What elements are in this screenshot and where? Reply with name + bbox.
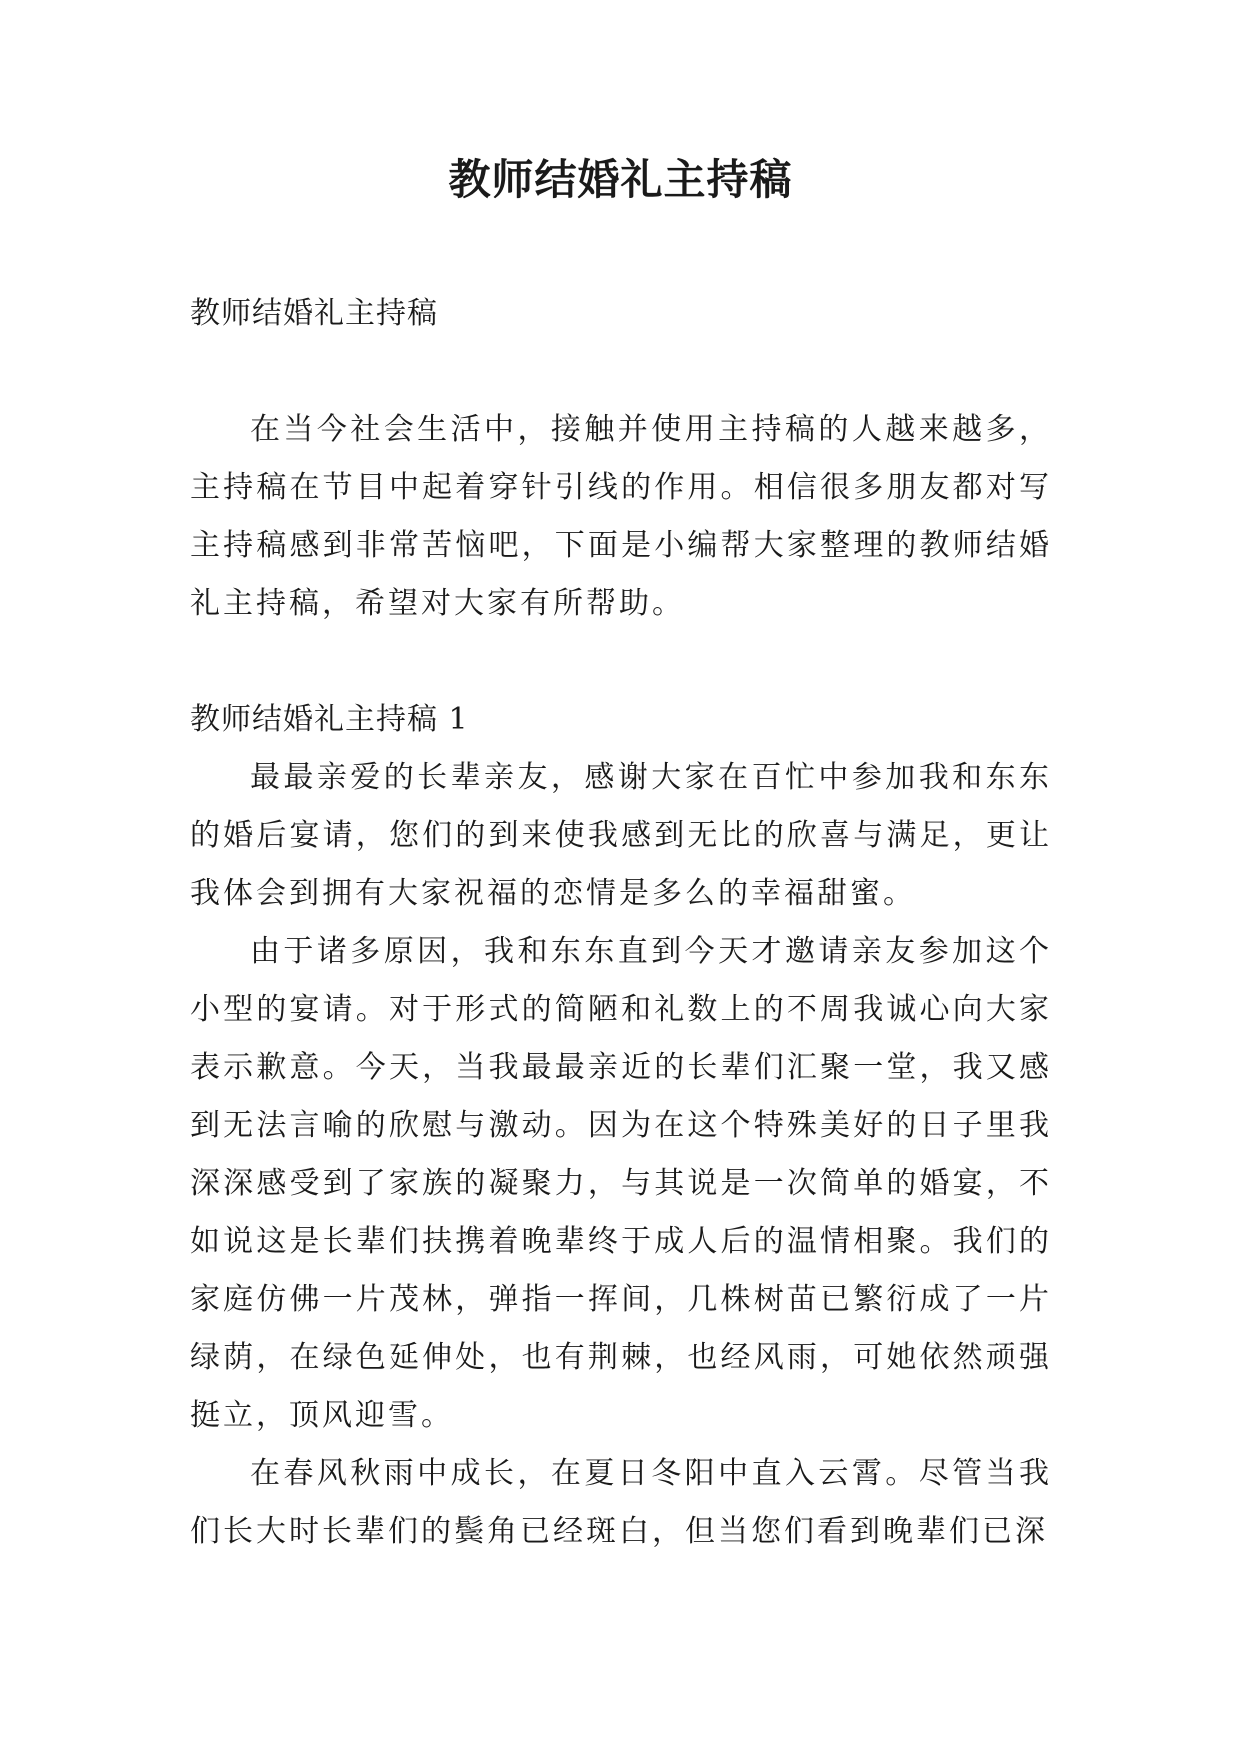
section-heading: 教师结婚礼主持稿 1	[190, 702, 469, 737]
document-subtitle: 教师结婚礼主持稿	[190, 296, 438, 331]
body-paragraph: 最最亲爱的长辈亲友，感谢大家在百忙中参加我和东东的婚后宴请，您们的到来使我感到无比的欣喜与满足，更让我体会到拥有大家祝福的恋情是多么的幸福甜蜜。	[190, 760, 1052, 911]
document-body	[190, 285, 1052, 1561]
document-title: 教师结婚礼主持稿	[448, 155, 793, 204]
body-paragraph: 在春风秋雨中成长，在夏日冬阳中直入云霄。尽管当我们长大时长辈们的鬓角已经斑白，但当您们看到晚辈们已深	[190, 1456, 1052, 1549]
intro-paragraph: 在当今社会生活中，接触并使用主持稿的人越来越多，主持稿在节目中起着穿针引线的作用。相信很多朋友都对写主持稿感到非常苦恼吧，下面是小编帮大家整理的教师结婚礼主持稿，希望对大家有所帮助。	[190, 412, 1052, 621]
body-paragraph: 由于诸多原因，我和东东直到今天才邀请亲友参加这个小型的宴请。对于形式的简陋和礼数上的不周我诚心向大家表示歉意。今天，当我最最亲近的长辈们汇聚一堂，我又感到无法言喻的欣慰与激动。因为在这个特殊美好的日子里我深深感受到了家族的凝聚力，与其说是一次简单的婚宴，不如说这是长辈们扶携着晚辈终于成人后的温情相聚。我们的家庭仿佛一片茂林，弹指一挥间，几株树苗已繁衍成了一片绿荫，在绿色延伸处，也有荆棘，也经风雨，可她依然顽强挺立，顶风迎雪。	[190, 934, 1052, 1433]
